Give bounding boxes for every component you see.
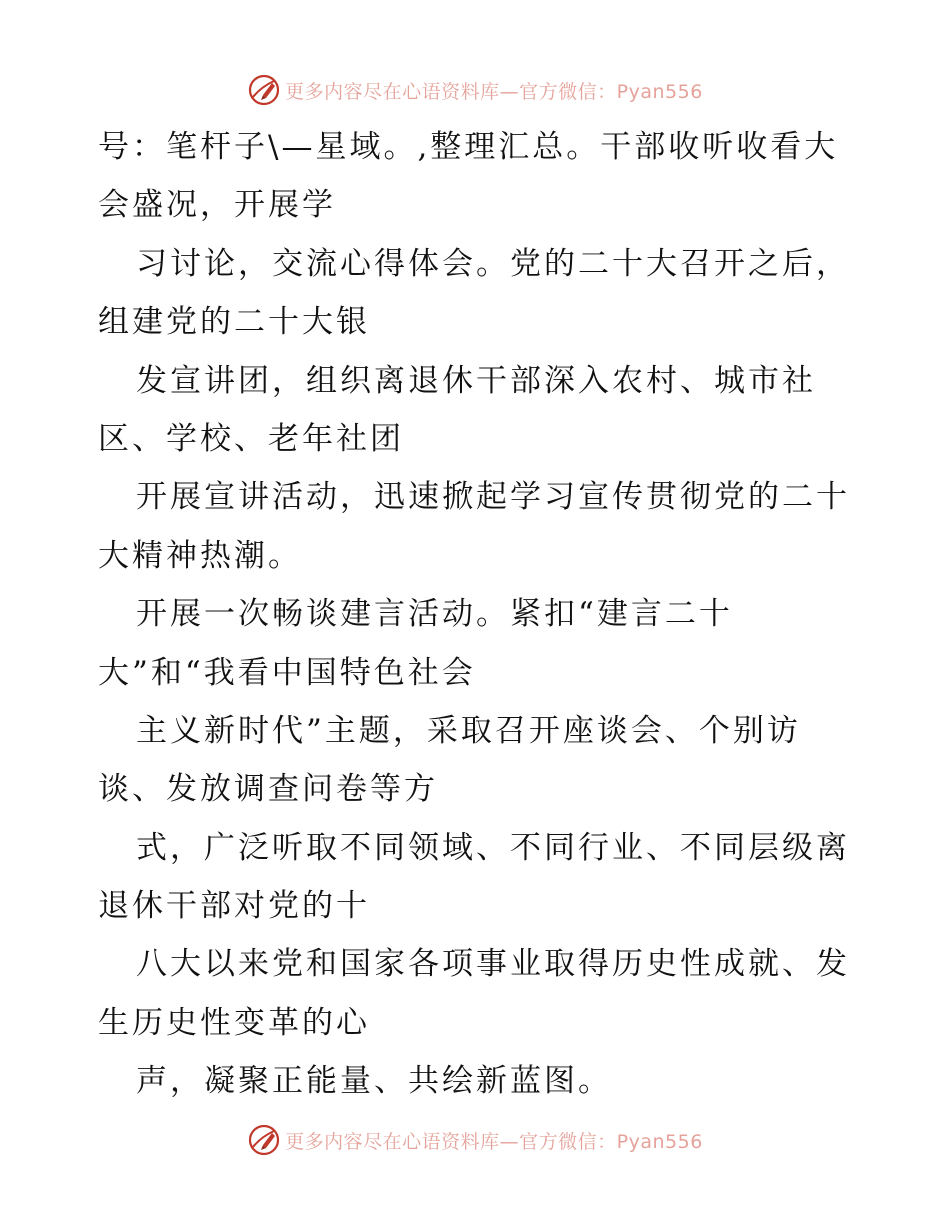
- text-line: 八大以来党和国家各项事业取得历史性成就、发: [136, 946, 850, 983]
- text-line: 开展宣讲活动，迅速掀起学习宣传贯彻党的二十: [136, 479, 850, 516]
- document-body: [98, 118, 858, 1111]
- footer-banner: [0, 1118, 950, 1162]
- text-line: 谈、发放调查问卷等方: [98, 771, 438, 808]
- text-line: 开展一次畅谈建言活动。紧扣“建言二十: [136, 596, 733, 633]
- text-line: 主义新时代”主题，采取召开座谈会、个别访: [136, 712, 801, 749]
- text-line: 式，广泛听取不同领域、不同行业、不同层级离: [136, 829, 850, 866]
- text-line: 习讨论，交流心得体会。党的二十大召开之后，: [136, 245, 850, 282]
- text-line: 大精神热潮。: [98, 537, 302, 574]
- text-line: 组建党的二十大银: [98, 304, 370, 341]
- text-line: 会盛况，开展学: [98, 187, 336, 224]
- text-line: 区、学校、老年社团: [98, 420, 404, 457]
- pen-logo-icon: [247, 73, 281, 107]
- text-line: 退休干部对党的十: [98, 888, 370, 925]
- text-line: 号：笔杆子\—星域。,整理汇总。干部收听收看大: [98, 129, 839, 165]
- text-line: 发宣讲团，组织离退休干部深入农村、城市社: [136, 362, 816, 399]
- text-line: 生历史性变革的心: [98, 1004, 370, 1041]
- banner-text: 更多内容尽在心语资料库—官方微信：Pyan556: [285, 1130, 703, 1153]
- pen-logo-icon: [247, 1123, 281, 1157]
- text-line: 声，凝聚正能量、共绘新蓝图。: [136, 1063, 612, 1100]
- banner-text: 更多内容尽在心语资料库—官方微信：Pyan556: [285, 80, 703, 103]
- text-line: 大”和“我看中国特色社会: [98, 654, 476, 691]
- header-banner: [0, 68, 950, 112]
